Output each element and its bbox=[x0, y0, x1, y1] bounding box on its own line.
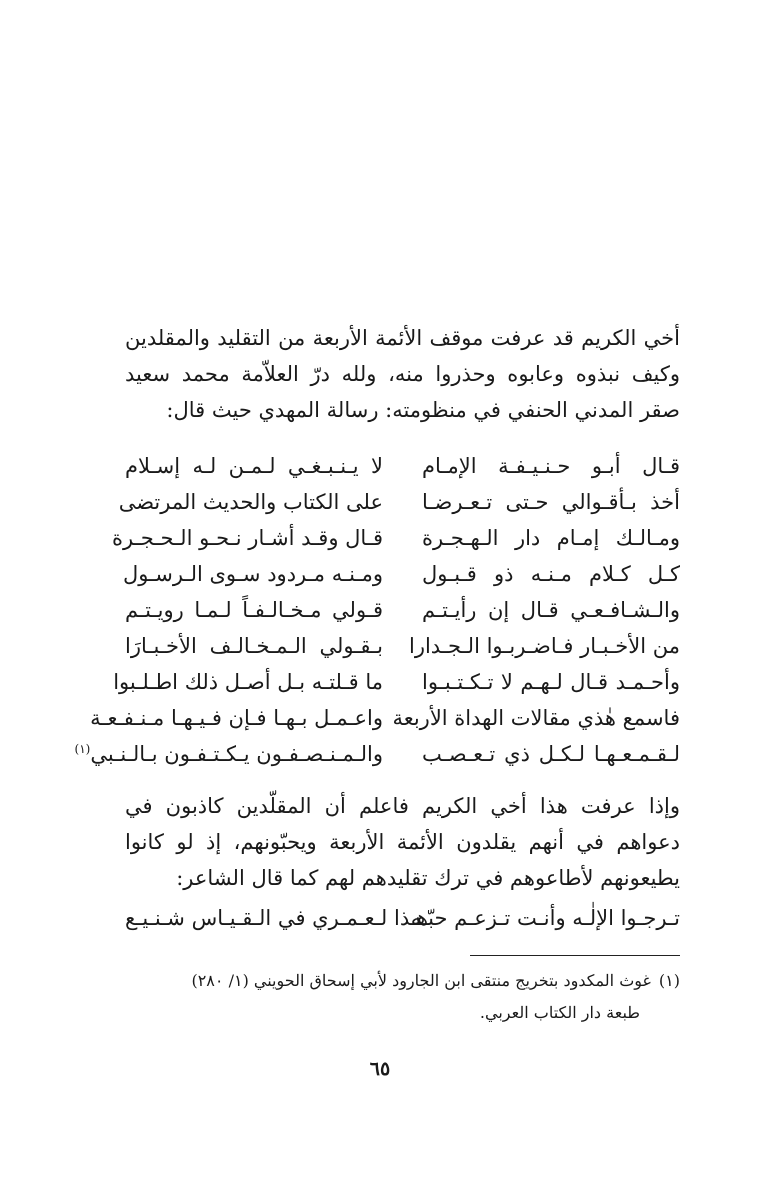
first-hemistich: لـقـمـعـهـا لـكـل ذي تـعـصـب bbox=[422, 742, 680, 766]
second-hemistich: على الكتاب والحديث المرتضى bbox=[118, 490, 383, 514]
footnote-divider bbox=[470, 955, 680, 956]
first-hemistich: فاسمع هٰذي مقالات الهداة الأربعة bbox=[392, 706, 680, 730]
poem-verse bbox=[125, 628, 680, 664]
first-hemistich: وأحـمـد قـال لـهـم لا تـكـتـبـوا bbox=[422, 670, 680, 694]
poem-verse bbox=[125, 592, 680, 628]
poem-verse bbox=[122, 556, 680, 592]
second-hemistich: قـال وقـد أشـار نـحـو الـحـجـرة bbox=[112, 526, 383, 550]
hemistich-text: والـمـنـصـفـون يـكـتـفـون بـالـنـبي bbox=[90, 742, 383, 766]
first-hemistich: قـال أبـو حـنـيـفـة الإمـام bbox=[422, 454, 680, 478]
footnote-ref[interactable]: (١) bbox=[74, 742, 91, 756]
poem-verse bbox=[118, 484, 680, 520]
second-paragraph: وإذا عرفت هذا أخي الكريم فاعلم أن المقلّدين كاذبون في دعواهم في أنهم يقلدون الأئمة الأربعة ويحبّونهم، إذ لو كانوا يطيعونهم لأطاعوهم في ترك تقليدهم لهم كما قال الشاعر: bbox=[125, 794, 680, 890]
second-hemistich: لا يـنـبـغـي لـمـن لـه إسـلام bbox=[125, 454, 383, 478]
first-hemistich: والـشـافـعـي قـال إن رأيـتـم bbox=[422, 598, 680, 622]
footnote bbox=[125, 965, 680, 1029]
footnote-text: طبعة دار الكتاب العربي. bbox=[479, 1003, 640, 1022]
second-hemistich: ما قـلتـه بـل أصـل ذلك اطـلـبوا bbox=[113, 670, 383, 694]
page-number: ٦٥ bbox=[369, 1058, 391, 1080]
first-hemistich: من الأخـبـار فـاضـربـوا الـجـدارا bbox=[408, 634, 680, 658]
poem-verse bbox=[113, 664, 680, 700]
first-hemistich: ومـالـك إمـام دار الـهـجـرة bbox=[422, 526, 680, 550]
poem-verse bbox=[90, 700, 680, 736]
first-hemistich: تـرجـوا الإلٰـه وأنـت تـزعـم حبّـه bbox=[410, 906, 680, 930]
first-hemistich: أخذ بـأقـوالي حـتى تـعـرضـا bbox=[422, 490, 680, 514]
footnote-text: غوث المكدود بتخريج منتقى ابن الجارود لأبي إسحاق الحويني (١/ ٢٨٠) bbox=[191, 971, 651, 990]
second-hemistich bbox=[74, 736, 383, 772]
second-hemistich: ومـنـه مـردود سـوى الـرسـول bbox=[122, 562, 383, 586]
poem bbox=[74, 448, 680, 772]
first-hemistich: كـل كـلام مـنـه ذو قـبـول bbox=[422, 562, 680, 586]
second-hemistich: قـولي مـخـالـفـاً لـمـا رويـتـم bbox=[125, 598, 383, 622]
poem-verse bbox=[74, 736, 680, 772]
footnote-line bbox=[125, 965, 680, 997]
second-hemistich: واعـمـل بـهـا فـإن فـيـهـا مـنـفـعـة bbox=[90, 706, 383, 730]
footnote-line bbox=[125, 997, 680, 1029]
final-verse bbox=[125, 898, 680, 938]
second-hemistich: هـذا لـعـمـري في الـقـيـاس شـنـيـع bbox=[125, 906, 429, 930]
poem-verse bbox=[125, 448, 680, 484]
second-hemistich: بـقـولي الـمـخـالـف الأخـبـارَا bbox=[125, 634, 383, 658]
intro-paragraph: أخي الكريم قد عرفت موقف الأئمة الأربعة من التقليد والمقلدين وكيف نبذوه وعابوه وحذروا منه، ولله درّ العلاّمة محمد سعيد صقر المدني الحنفي في منظومته: رسالة المهدي حيث قال: bbox=[125, 326, 680, 422]
footnote-number: (١) bbox=[658, 971, 680, 990]
poem-verse bbox=[112, 520, 680, 556]
